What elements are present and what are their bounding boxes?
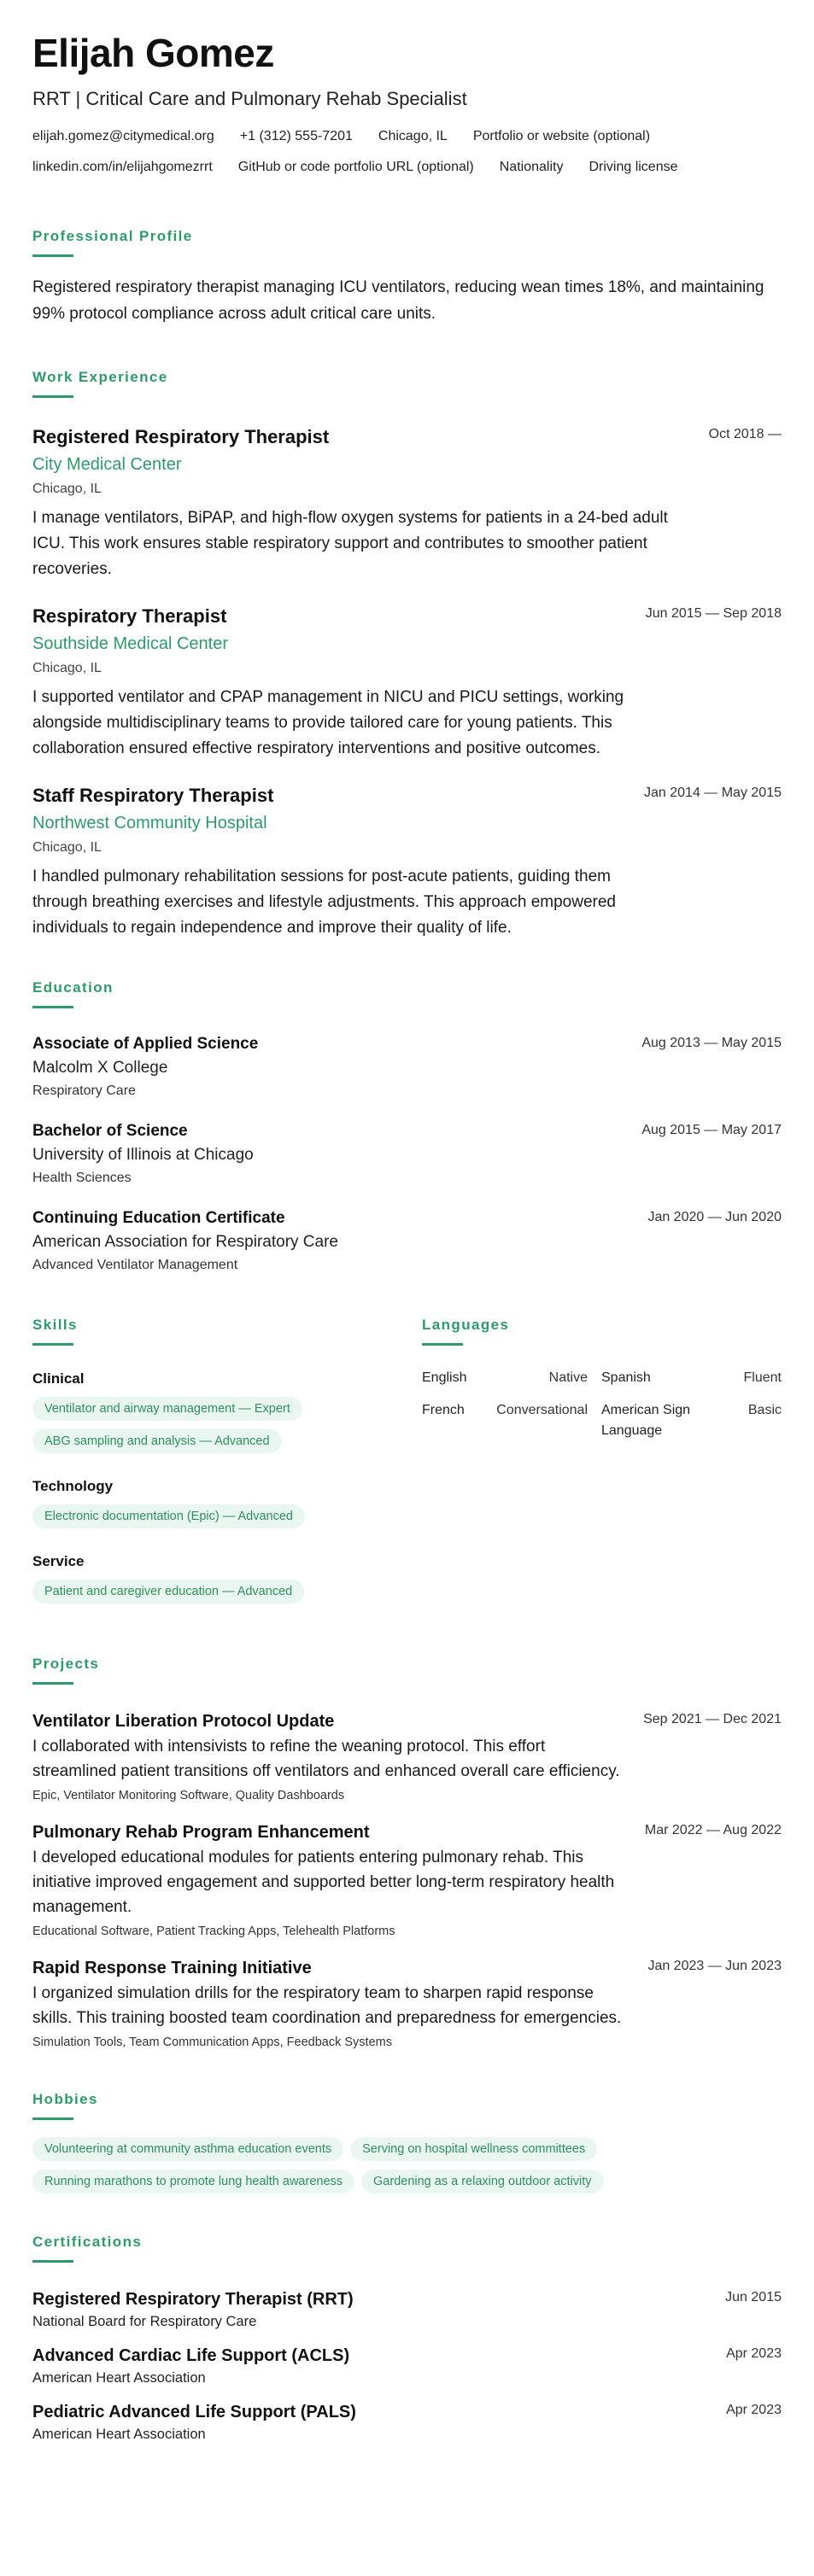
certification-issuer: American Heart Association	[32, 2427, 206, 2442]
job-description: I handled pulmonary rehabilitation sessions for post-acute patients, guiding them through breathing exercises and lifestyle adjustments. This approach empowered individuals to regain independence and improve their quality of life.	[32, 867, 616, 937]
hobby-chip: Serving on hospital wellness committees	[350, 2137, 597, 2161]
resume-header	[32, 31, 782, 190]
certification-entry	[32, 2401, 782, 2444]
section-divider	[32, 395, 73, 398]
language-list	[422, 1368, 782, 1441]
entry-date: Jan 2023 — Jun 2023	[647, 1959, 782, 1973]
experience-section	[32, 368, 782, 941]
contact-driving-license: Driving license	[589, 160, 678, 174]
language-level: Conversational	[496, 1403, 588, 1417]
hobby-chip: Gardening as a relaxing outdoor activity	[361, 2170, 604, 2193]
job-title: Respiratory Therapist	[32, 605, 227, 627]
education-school: American Association for Respiratory Care	[32, 1233, 338, 1251]
contact-portfolio[interactable]: Portfolio or website (optional)	[472, 129, 651, 143]
job-company: City Medical Center	[32, 455, 182, 474]
project-entry	[32, 1710, 782, 1804]
certification-entry	[32, 2345, 782, 2387]
experience-entry	[32, 605, 782, 762]
section-divider	[32, 1682, 73, 1685]
experience-entry	[32, 784, 782, 941]
skill-chip: ABG sampling and analysis — Advanced	[32, 1429, 282, 1453]
skill-chip: Electronic documentation (Epic) — Advanced	[32, 1504, 305, 1528]
skill-category: Service	[32, 1553, 85, 1569]
certification-issuer: American Heart Association	[32, 2370, 206, 2386]
project-title: Rapid Response Training Initiative	[32, 1959, 312, 1977]
section-divider	[32, 254, 73, 257]
entry-date: Jun 2015 — Sep 2018	[645, 606, 782, 621]
education-entry	[32, 1121, 782, 1188]
section-divider	[32, 2260, 73, 2263]
education-field: Respiratory Care	[32, 1084, 136, 1098]
contact-info	[32, 128, 782, 190]
job-location: Chicago, IL	[32, 482, 102, 496]
education-degree: Bachelor of Science	[32, 1122, 188, 1140]
entry-date: Mar 2022 — Aug 2022	[644, 1823, 782, 1837]
skills-languages-row	[32, 1316, 782, 1612]
project-description: I developed educational modules for patients entering pulmonary rehab. This initiative improved engagement and supported better long-term respiratory health management.	[32, 1849, 615, 1916]
hobby-chip-list	[32, 2137, 782, 2202]
language-item	[422, 1400, 601, 1441]
languages-section	[422, 1316, 782, 1612]
entry-date: Jan 2020 — Jun 2020	[647, 1210, 782, 1224]
language-name: American Sign Language	[601, 1403, 691, 1438]
certification-name: Pediatric Advanced Life Support (PALS)	[32, 2403, 356, 2421]
skill-chip: Ventilator and airway management — Expert	[32, 1397, 302, 1421]
section-title: Skills	[32, 1317, 78, 1333]
education-school: University of Illinois at Chicago	[32, 1146, 254, 1164]
candidate-title: RRT | Critical Care and Pulmonary Rehab Specialist	[32, 88, 467, 109]
project-tools: Epic, Ventilator Monitoring Software, Quality Dashboards	[32, 1789, 345, 1802]
project-entry	[32, 1957, 782, 2051]
contact-github[interactable]: GitHub or code portfolio URL (optional)	[237, 160, 474, 174]
contact-linkedin[interactable]: linkedin.com/in/elijahgomezrrt	[32, 160, 213, 174]
contact-nationality: Nationality	[499, 160, 564, 174]
education-entry	[32, 1034, 782, 1101]
project-title: Ventilator Liberation Protocol Update	[32, 1712, 335, 1731]
job-company: Northwest Community Hospital	[32, 814, 267, 832]
entry-date: Apr 2023	[726, 2346, 782, 2361]
profile-section	[32, 227, 782, 327]
section-divider	[32, 2117, 73, 2120]
skills-section	[32, 1316, 422, 1612]
entry-date: Aug 2015 — May 2017	[641, 1123, 782, 1137]
section-title: Work Experience	[32, 369, 168, 385]
job-location: Chicago, IL	[32, 661, 102, 675]
contact-email[interactable]: elijah.gomez@citymedical.org	[32, 129, 214, 143]
entry-date: Sep 2021 — Dec 2021	[643, 1712, 782, 1726]
hobby-chip: Volunteering at community asthma education events	[32, 2137, 343, 2161]
section-divider	[422, 1343, 463, 1346]
job-title: Staff Respiratory Therapist	[32, 785, 274, 806]
skill-chip: Patient and caregiver education — Advanced	[32, 1580, 304, 1603]
projects-section	[32, 1655, 782, 2051]
certification-name: Registered Respiratory Therapist (RRT)	[32, 2290, 354, 2309]
hobby-chip: Running marathons to promote lung health awareness	[32, 2170, 354, 2193]
section-title: Hobbies	[32, 2091, 98, 2107]
hobbies-section	[32, 2090, 782, 2202]
education-field: Advanced Ventilator Management	[32, 1258, 238, 1272]
entry-date: Apr 2023	[726, 2403, 782, 2417]
experience-entry	[32, 425, 782, 582]
education-degree: Associate of Applied Science	[32, 1035, 259, 1053]
project-tools: Simulation Tools, Team Communication Apps, Feedback Systems	[32, 2036, 392, 2049]
section-title: Languages	[422, 1317, 510, 1333]
section-title: Professional Profile	[32, 228, 193, 244]
language-item	[601, 1400, 782, 1441]
job-title: Registered Respiratory Therapist	[32, 426, 330, 447]
education-school: Malcolm X College	[32, 1059, 168, 1077]
section-title: Education	[32, 979, 114, 996]
project-description: I organized simulation drills for the respiratory team to sharpen rapid response skills. This training boosted team coordination and preparedness for emergencies.	[32, 1984, 622, 2027]
project-description: I collaborated with intensivists to refine the weaning protocol. This effort streamlined patient transitions off ventilators and enhanced overall care efficiency.	[32, 1738, 620, 1780]
job-company: Southside Medical Center	[32, 634, 229, 653]
section-divider	[32, 1006, 73, 1008]
language-name: Spanish	[601, 1370, 651, 1385]
section-title: Certifications	[32, 2234, 143, 2250]
certification-name: Advanced Cardiac Life Support (ACLS)	[32, 2346, 350, 2365]
certifications-section	[32, 2233, 782, 2444]
project-entry	[32, 1821, 782, 1940]
certification-issuer: National Board for Respiratory Care	[32, 2314, 257, 2329]
section-divider	[32, 1343, 73, 1346]
language-item	[422, 1368, 601, 1388]
profile-summary: Registered respiratory therapist managing ICU ventilators, reducing wean times 18%, and maintaining 99% protocol compliance across adult critical care units.	[32, 278, 764, 323]
language-item	[601, 1368, 782, 1388]
education-degree: Continuing Education Certificate	[32, 1209, 285, 1227]
entry-date: Jun 2015	[725, 2290, 782, 2304]
skill-category: Technology	[32, 1478, 114, 1494]
language-name: English	[422, 1370, 467, 1385]
education-field: Health Sciences	[32, 1171, 132, 1185]
project-title: Pulmonary Rehab Program Enhancement	[32, 1823, 370, 1842]
certification-entry	[32, 2288, 782, 2331]
language-level: Native	[548, 1370, 588, 1385]
skill-chip-list	[32, 1504, 422, 1537]
language-name: French	[422, 1403, 465, 1417]
language-level: Basic	[747, 1403, 782, 1417]
entry-date: Oct 2018 —	[708, 427, 782, 441]
project-tools: Educational Software, Patient Tracking Apps, Telehealth Platforms	[32, 1925, 395, 1938]
skill-chip-list	[32, 1580, 422, 1612]
job-description: I supported ventilator and CPAP management in NICU and PICU settings, working alongside multidisciplinary teams to provide tailored care for young patients. This collaboration ensured effective respiratory interventions and positive outcomes.	[32, 688, 624, 757]
language-level: Fluent	[743, 1370, 782, 1385]
job-description: I manage ventilators, BiPAP, and high-flow oxygen systems for patients in a 24-bed adult ICU. This work ensures stable respiratory support and contributes to smoother patient recoveries.	[32, 509, 668, 578]
contact-phone[interactable]: +1 (312) 555-7201	[239, 129, 353, 143]
education-section	[32, 978, 782, 1275]
section-title: Projects	[32, 1656, 100, 1672]
entry-date: Jan 2014 — May 2015	[644, 786, 782, 800]
entry-date: Aug 2013 — May 2015	[641, 1036, 782, 1050]
candidate-name: Elijah Gomez	[32, 31, 274, 75]
education-entry	[32, 1208, 782, 1275]
job-location: Chicago, IL	[32, 840, 102, 855]
skill-chip-list	[32, 1397, 422, 1462]
contact-location: Chicago, IL	[378, 129, 448, 143]
skill-category: Clinical	[32, 1370, 85, 1387]
